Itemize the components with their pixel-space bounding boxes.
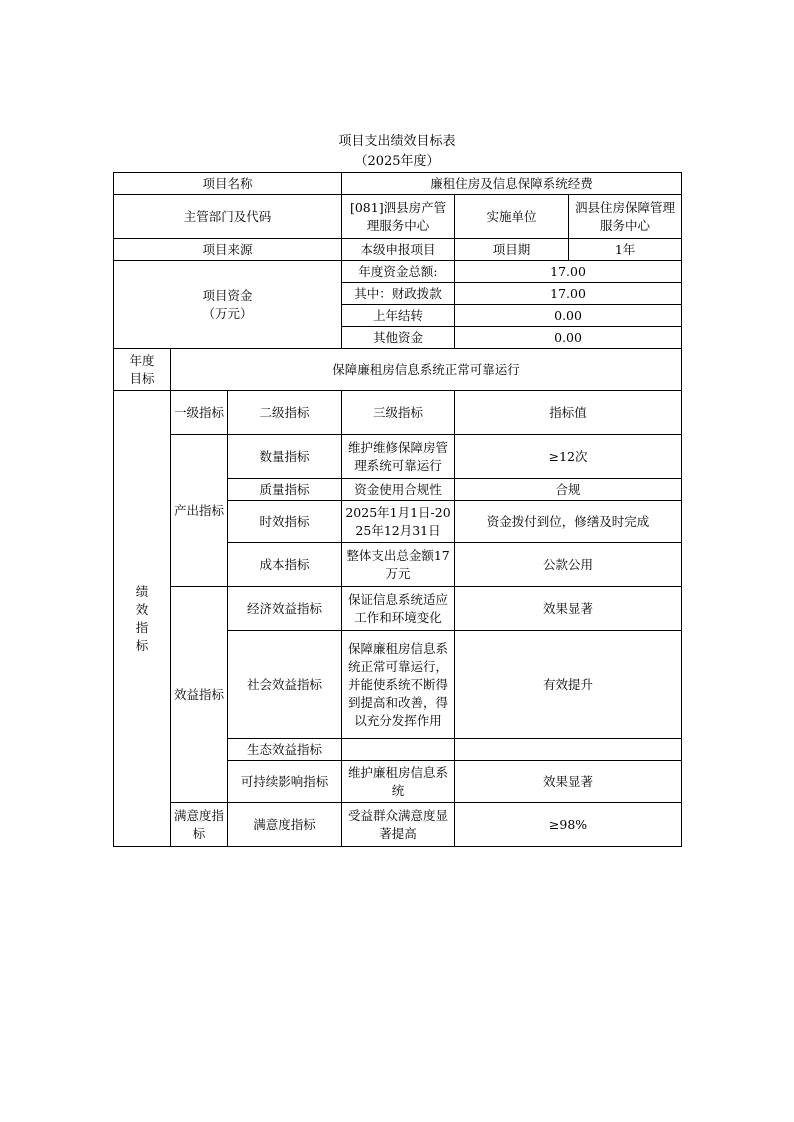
funds-label	[114, 261, 342, 349]
project-name-value: 廉租住房及信息保障系统经费	[342, 173, 682, 195]
output-l2: 数量指标	[228, 435, 342, 479]
output-l3: 资金使用合规性	[342, 479, 455, 501]
output-value: 资金拨付到位，修缮及时完成	[455, 501, 682, 543]
goal-label-line1: 年度	[129, 352, 155, 368]
goal-label	[114, 349, 171, 391]
benefit-value: 有效提升	[455, 631, 682, 739]
perf-indicator-label: 绩 效 指 标	[114, 391, 171, 847]
funds-label-line2: （万元）	[202, 305, 253, 321]
output-l2: 成本指标	[228, 543, 342, 587]
benefit-value	[455, 739, 682, 761]
benefit-value: 效果显著	[455, 761, 682, 803]
funds-carryover-value: 0.00	[455, 305, 682, 327]
funds-total-value: 17.00	[455, 261, 682, 283]
output-l3: 整体支出总金额17万元	[342, 543, 455, 587]
source-value: 本级申报项目	[342, 239, 455, 261]
output-value: 公款公用	[455, 543, 682, 587]
benefit-value: 效果显著	[455, 587, 682, 631]
impl-value: 泗县住房保障管理服务中心	[569, 195, 682, 239]
project-name-label: 项目名称	[114, 173, 342, 195]
period-value: 1年	[569, 239, 682, 261]
satisfaction-value: ≥98%	[455, 803, 682, 847]
satisfaction-l3: 受益群众满意度显著提高	[342, 803, 455, 847]
benefit-l2: 可持续影响指标	[228, 761, 342, 803]
header-level1: 一级指标	[171, 391, 228, 435]
benefit-indicator-label: 效益指标	[171, 587, 228, 803]
header-level2: 二级指标	[228, 391, 342, 435]
satisfaction-indicator-label: 满意度指标	[171, 803, 228, 847]
page-subtitle: （2025年度）	[354, 154, 440, 169]
header-level3: 三级指标	[342, 391, 455, 435]
funds-total-label: 年度资金总额:	[342, 261, 455, 283]
output-l2: 时效指标	[228, 501, 342, 543]
page-title: 项目支出绩效目标表	[338, 134, 456, 149]
impl-label: 实施单位	[455, 195, 569, 239]
benefit-l3: 保障廉租房信息系统正常可靠运行，并能使系统不断得到提高和改善，得以充分发挥作用	[342, 631, 455, 739]
benefit-l2: 经济效益指标	[228, 587, 342, 631]
benefit-l3: 维护廉租房信息系统	[342, 761, 455, 803]
goal-label-line2: 目标	[129, 370, 155, 386]
output-value: ≥12次	[455, 435, 682, 479]
satisfaction-l2: 满意度指标	[228, 803, 342, 847]
output-l3: 2025年1月1日-2025年12月31日	[342, 501, 455, 543]
output-l2: 质量指标	[228, 479, 342, 501]
funds-fiscal-value: 17.00	[455, 283, 682, 305]
period-label: 项目期	[455, 239, 569, 261]
benefit-l3: 保证信息系统适应工作和环境变化	[342, 587, 455, 631]
dept-label: 主管部门及代码	[114, 195, 342, 239]
output-l3: 维护维修保障房管理系统可靠运行	[342, 435, 455, 479]
funds-carryover-label: 上年结转	[342, 305, 455, 327]
benefit-l2: 社会效益指标	[228, 631, 342, 739]
output-indicator-label: 产出指标	[171, 435, 228, 587]
funds-label-line1: 项目资金	[202, 287, 253, 303]
dept-value: [081]泗县房产管理服务中心	[342, 195, 455, 239]
performance-target-table	[113, 172, 682, 847]
benefit-l3	[342, 739, 455, 761]
funds-other-label: 其他资金	[342, 327, 455, 349]
source-label: 项目来源	[114, 239, 342, 261]
output-value: 合规	[455, 479, 682, 501]
funds-fiscal-label: 其中：财政拨款	[342, 283, 455, 305]
benefit-l2: 生态效益指标	[228, 739, 342, 761]
goal-value: 保障廉租房信息系统正常可靠运行	[171, 349, 682, 391]
funds-other-value: 0.00	[455, 327, 682, 349]
header-value: 指标值	[455, 391, 682, 435]
